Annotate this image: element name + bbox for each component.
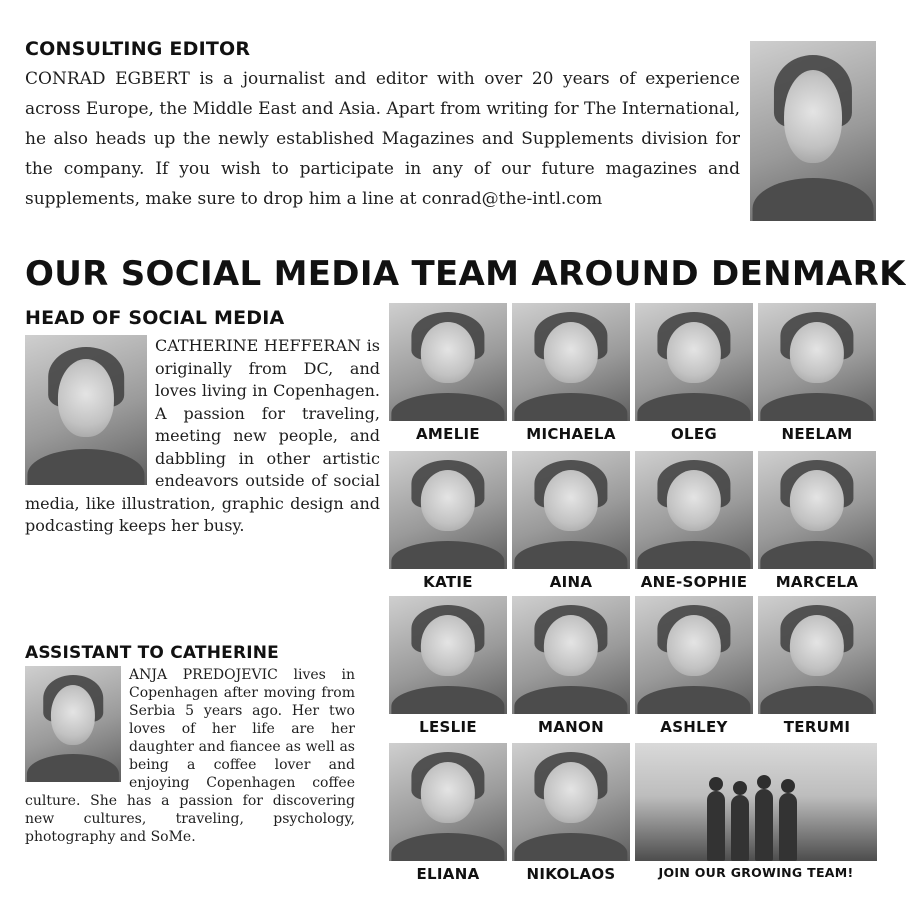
team-member-photo <box>512 743 630 861</box>
assistant-bio: ANJA PREDOJEVIC lives in Copenhagen after moving from Serbia 5 years ago. Her two loves of her life are her daughter and fiancee as well as being a coffee lover and enjoying Copenhagen coffee culture. She has a passion for discovering new cultures, traveling, psychology, photography and SoMe. <box>25 667 355 845</box>
head-of-social-media-bio: CATHERINE HEFFERAN is originally from DC, and loves living in Copenhagen. A passion for traveling, meeting new people, and dabbling in other artistic endeavors outside of social media, like illustration, graphic design and podcasting keeps her busy. <box>25 336 380 535</box>
team-member-name: KATIE <box>423 573 473 591</box>
team-member-photo <box>635 451 753 569</box>
team-member-name: AINA <box>549 573 593 591</box>
team-member <box>389 303 507 443</box>
team-member <box>389 596 507 736</box>
team-member-name: NEELAM <box>781 425 853 443</box>
team-member-photo <box>758 303 876 421</box>
team-grid <box>389 303 879 898</box>
team-member-photo <box>758 596 876 714</box>
team-member <box>389 451 507 591</box>
head-of-social-media-section <box>25 335 380 538</box>
team-member-photo <box>635 303 753 421</box>
team-member-name: TERUMI <box>783 718 851 736</box>
conrad-egbert-photo <box>750 41 876 221</box>
team-member <box>758 451 876 591</box>
group-silhouette <box>707 783 807 861</box>
team-member <box>635 451 753 591</box>
team-member <box>512 596 630 736</box>
team-member-photo <box>389 451 507 569</box>
team-member-photo <box>758 451 876 569</box>
team-member <box>389 743 507 883</box>
team-member-name: MARCELA <box>775 573 859 591</box>
team-member-name: NIKOLAOS <box>526 865 616 883</box>
team-member-photo <box>389 743 507 861</box>
catherine-hefferan-photo <box>25 335 147 485</box>
team-member <box>512 743 630 883</box>
anja-predojevic-photo <box>25 666 121 782</box>
team-member <box>512 451 630 591</box>
team-member <box>635 303 753 443</box>
join-team-label: JOIN OUR GROWING TEAM! <box>658 865 854 880</box>
page-title: OUR SOCIAL MEDIA TEAM AROUND DENMARK <box>25 254 906 294</box>
team-member-photo <box>389 303 507 421</box>
join-team-photo <box>635 743 877 861</box>
assistant-section <box>25 666 355 846</box>
team-member-name: ANE-SOPHIE <box>640 573 748 591</box>
team-member-name: ELIANA <box>416 865 480 883</box>
consulting-editor-bio: CONRAD EGBERT is a journalist and editor with over 20 years of experience across Europe, the Middle East and Asia. Apart from writing for The International, he also heads up the newly established Magazines and Supplements division for the company. If you wish to participate in any of our future magazines and supplements, make sure to drop him a line at conrad@the-intl.com <box>25 69 740 209</box>
team-member-photo <box>512 596 630 714</box>
team-member-name: OLEG <box>670 425 718 443</box>
team-member-photo <box>389 596 507 714</box>
consulting-editor-heading: CONSULTING EDITOR <box>25 38 251 60</box>
team-member-name: LESLIE <box>419 718 477 736</box>
team-member <box>635 596 753 736</box>
team-member-name: MANON <box>538 718 604 736</box>
join-team-tile <box>635 743 877 880</box>
team-member-photo <box>635 596 753 714</box>
team-member-name: ASHLEY <box>660 718 728 736</box>
team-member <box>758 303 876 443</box>
team-member-photo <box>512 303 630 421</box>
assistant-heading: ASSISTANT TO CATHERINE <box>25 643 279 663</box>
team-member-photo <box>512 451 630 569</box>
team-member <box>758 596 876 736</box>
team-member <box>512 303 630 443</box>
head-of-social-media-heading: HEAD OF SOCIAL MEDIA <box>25 307 285 329</box>
team-member-name: AMELIE <box>416 425 480 443</box>
team-member-name: MICHAELA <box>526 425 616 443</box>
